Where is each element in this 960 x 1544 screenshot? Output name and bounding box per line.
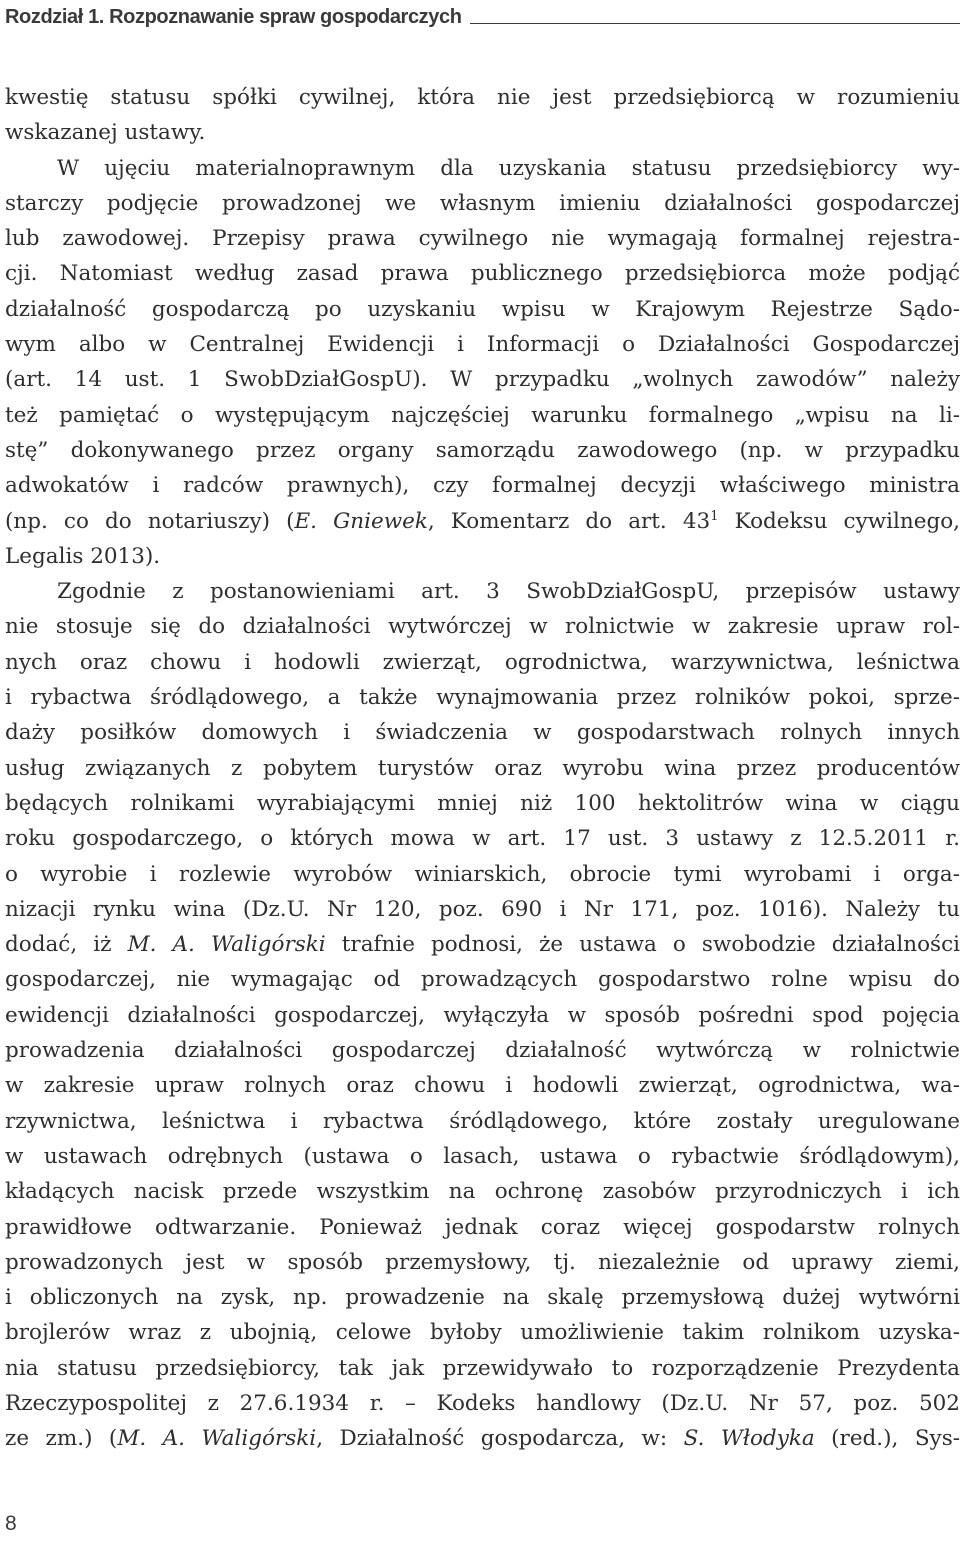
text-line: prowadzonych jest w sposób przemysłowy, tj. niezależnie od uprawy ziemi,	[5, 1249, 960, 1275]
running-header	[5, 2, 960, 28]
body-text	[5, 80, 960, 1457]
text-line: nizacji rynku wina (Dz.U. Nr 120, poz. 690 i Nr 171, poz. 1016). Należy tu	[5, 896, 960, 922]
text-line: kładących nacisk przede wszystkim na ochronę zasobów przyrodniczych i ich	[5, 1179, 960, 1205]
page-number: 8	[5, 1512, 17, 1535]
text-line	[5, 504, 960, 539]
text-line: Zgodnie z postanowieniami art. 3 SwobDziałGospU, przepisów ustawy	[57, 579, 960, 605]
text-segment: dodać, iż	[5, 932, 128, 958]
text-line: działalność gospodarczą po uzyskaniu wpisu w Krajowym Rejestrze Sądo-	[5, 296, 960, 322]
editor-name: S. Włodyka	[683, 1426, 815, 1452]
text-line: też pamiętać o występującym najczęściej warunku formalnego „wpisu na li-	[5, 402, 960, 428]
text-segment: (red.), Sys-	[814, 1426, 960, 1452]
text-segment: , Działalność gospodarcza, w:	[316, 1426, 684, 1452]
text-line: nych oraz chowu i hodowli zwierząt, ogrodnictwa, warzywnictwa, leśnictwa	[5, 649, 960, 675]
text-segment: trafnie podnosi, że ustawa o swobodzie działalności	[325, 932, 960, 958]
text-segment: Kodeksu cywilnego,	[718, 508, 960, 534]
text-line: brojlerów wraz z ubojnią, celowe byłoby umożliwienie takim rolnikom uzyska-	[5, 1320, 960, 1346]
text-line: Rzeczypospolitej z 27.6.1934 r. – Kodeks handlowy (Dz.U. Nr 57, poz. 502	[5, 1390, 960, 1416]
text-line: o wyrobie i rozlewie wyrobów winiarskich, obrocie tymi wyrobami i orga-	[5, 861, 960, 887]
text-line: lub zawodowej. Przepisy prawa cywilnego nie wymagają formalnej rejestra-	[5, 226, 960, 252]
text-line: stę” dokonywanego przez organy samorządu zawodowego (np. w przypadku	[5, 437, 960, 463]
text-line: nia statusu przedsiębiorcy, tak jak przewidywało to rozporządzenie Prezydenta	[5, 1355, 960, 1381]
text-line: roku gospodarczego, o których mowa w art. 17 ust. 3 ustawy z 12.5.2011 r.	[5, 826, 960, 852]
text-line: adwokatów i radców prawnych), czy formalnej decyzji właściwego ministra	[5, 473, 960, 499]
text-line: kwestię statusu spółki cywilnej, która nie jest przedsiębiorcą w rozumieniu	[5, 85, 960, 110]
header-rule	[470, 23, 960, 24]
text-line: w ustawach odrębnych (ustawa o lasach, ustawa o rybactwie śródlądowym),	[5, 1143, 960, 1169]
text-line: usług związanych z pobytem turystów oraz wyrobu wina przez producentów	[5, 755, 960, 781]
text-line: nie stosuje się do działalności wytwórczej w rolnictwie w zakresie upraw rol-	[5, 614, 960, 640]
text-line: starczy podjęcie prowadzonej we własnym imieniu działalności gospodarczej	[5, 190, 960, 216]
chapter-title: Rozdział 1. Rozpoznawanie spraw gospodarczych	[5, 6, 462, 28]
text-line: (art. 14 ust. 1 SwobDziałGospU). W przypadku „wolnych zawodów” należy	[5, 367, 960, 393]
text-line: rzywnictwa, leśnictwa i rybactwa śródlądowego, które zostały uregulowane	[5, 1108, 960, 1134]
text-line: wskazanej ustawy.	[5, 120, 206, 146]
text-line: w zakresie upraw rolnych oraz chowu i hodowli zwierząt, ogrodnictwa, wa-	[5, 1073, 960, 1099]
superscript: 1	[710, 508, 719, 524]
text-line: ewidencji działalności gospodarczej, wyłączyła w sposób pośredni spod pojęcia	[5, 1002, 960, 1028]
text-line: daży posiłków domowych i świadczenia w gospodarstwach rolnych innych	[5, 720, 960, 746]
text-segment: , Komentarz do art. 43	[427, 508, 711, 534]
author-name: M. A. Waligórski	[127, 932, 326, 958]
text-line	[5, 1421, 960, 1456]
text-line: prowadzenia działalności gospodarczej działalność wytwórczą w rolnictwie	[5, 1038, 960, 1064]
text-line: cji. Natomiast według zasad prawa publicznego przedsiębiorca może podjąć	[5, 261, 960, 287]
text-line: W ujęciu materialnoprawnym dla uzyskania statusu przedsiębiorcy wy-	[57, 155, 960, 181]
text-line: i rybactwa śródlądowego, a także wynajmowania przez rolników pokoi, sprze-	[5, 685, 960, 711]
text-line: Legalis 2013).	[5, 543, 161, 569]
text-line: gospodarczej, nie wymagając od prowadzących gospodarstwo rolne wpisu do	[5, 967, 960, 993]
text-line: będących rolnikami wyrabiającymi mniej niż 100 hektolitrów wina w ciągu	[5, 790, 960, 816]
text-line: wym albo w Centralnej Ewidencji i Informacji o Działalności Gospodarczej	[5, 332, 960, 358]
text-line: i obliczonych na zysk, np. prowadzenie na skalę przemysłową dużej wytwórni	[5, 1285, 960, 1311]
text-line	[5, 927, 960, 962]
author-name: M. A. Waligórski	[117, 1426, 317, 1452]
text-segment: ze zm.) (	[5, 1426, 118, 1452]
text-line: prawidłowe odtwarzanie. Ponieważ jednak coraz więcej gospodarstw rolnych	[5, 1214, 960, 1240]
author-name: E. Gniewek	[294, 508, 428, 534]
text-segment: (np. co do notariuszy) (	[5, 508, 295, 534]
